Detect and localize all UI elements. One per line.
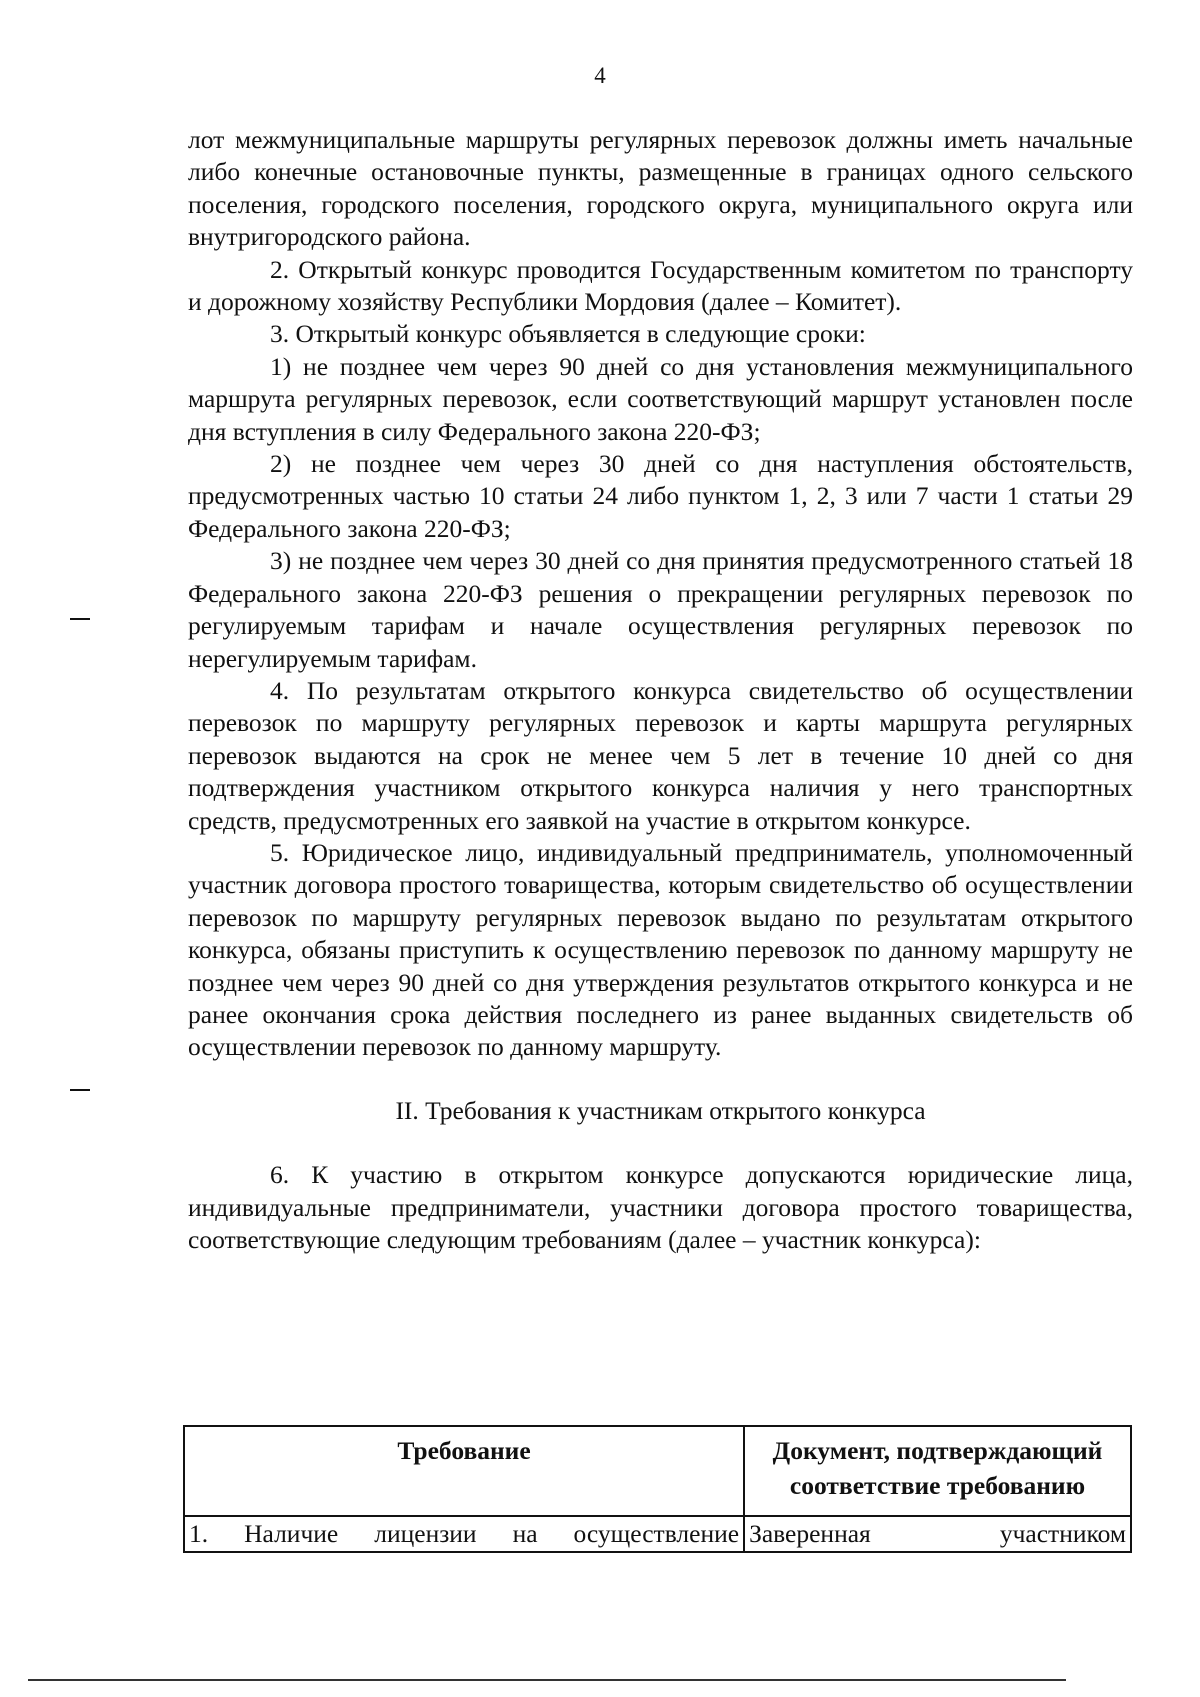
paragraph-item-6: 6. К участию в открытом конкурсе допускаются юридические лица, индивидуальные предприниматели, участники договора простого товарищества, соответствующие следующим требованиям (далее – участник конкурса):: [188, 1160, 1133, 1254]
header-document: Документ, подтверждающий соответствие требованию: [744, 1426, 1131, 1516]
subparagraph-3-2: 2) не позднее чем через 30 дней со дня наступления обстоятельств, предусмотренных частью 10 статьи 24 либо пунктом 1, 2, 3 или 7 части 1 статьи 29 Федерального закона 220-ФЗ;: [188, 449, 1133, 543]
paragraph-item-4: 4. По результатам открытого конкурса свидетельство об осуществлении перевозок по маршруту регулярных перевозок и карты маршрута регулярных перевозок выдаются на срок не менее чем 5 лет в течение 10 дней со дня подтверждения участником открытого конкурса наличия у него транспортных средств, предусмотренных его заявкой на участие в открытом конкурсе.: [188, 675, 1133, 835]
section-heading: II. Требования к участникам открытого конкурса: [395, 1095, 926, 1125]
table-row: [184, 1516, 1131, 1552]
margin-mark: [70, 1089, 90, 1091]
document-body: [188, 124, 1133, 1256]
paragraph-item-5: 5. Юридическое лицо, индивидуальный предприниматель, уполномоченный участник договора простого товарищества, которым свидетельство об осуществлении перевозок по маршруту регулярных перевозок выдано по результатам открытого конкурса, обязаны приступить к осуществлению перевозок по данному маршруту не позднее чем через 90 дней со дня утверждения результатов открытого конкурса и не ранее окончания срока действия последнего из ранее выданных свидетельств об осуществлении перевозок по данному маршруту.: [188, 837, 1133, 1062]
table-header-row: [184, 1426, 1131, 1516]
paragraph-item-2: 2. Открытый конкурс проводится Государственным комитетом по транспорту и дорожному хозяйству Республики Мордовия (далее – Комитет).: [188, 254, 1133, 317]
paragraph-item-3: 3. Открытый конкурс объявляется в следующие сроки:: [270, 319, 866, 349]
subparagraph-3-3: 3) не позднее чем через 30 дней со дня принятия предусмотренного статьей 18 Федерального закона 220-ФЗ решения о прекращении регулярных перевозок по регулируемым тарифам и начале осуществления регулярных перевозок по нерегулируемым тарифам.: [188, 546, 1133, 673]
page-number: 4: [594, 63, 606, 88]
margin-mark: [70, 618, 90, 620]
header-requirement: Требование: [184, 1426, 744, 1516]
page-bottom-rule: [28, 1679, 1066, 1681]
paragraph-continuation: лот межмуниципальные маршруты регулярных перевозок должны иметь начальные либо конечные остановочные пункты, размещенные в границах одного сельского поселения, городского поселения, городского округа, муниципального округа или внутригородского района.: [188, 125, 1133, 252]
requirements-table: [183, 1425, 1132, 1553]
row-1-document: Заверенная участником: [744, 1516, 1131, 1552]
row-1-requirement: 1. Наличие лицензии на осуществление: [184, 1516, 744, 1552]
subparagraph-3-1: 1) не позднее чем через 90 дней со дня установления межмуниципального маршрута регулярных перевозок, если соответствующий маршрут установлен после дня вступления в силу Федерального закона 220-ФЗ;: [188, 351, 1133, 446]
